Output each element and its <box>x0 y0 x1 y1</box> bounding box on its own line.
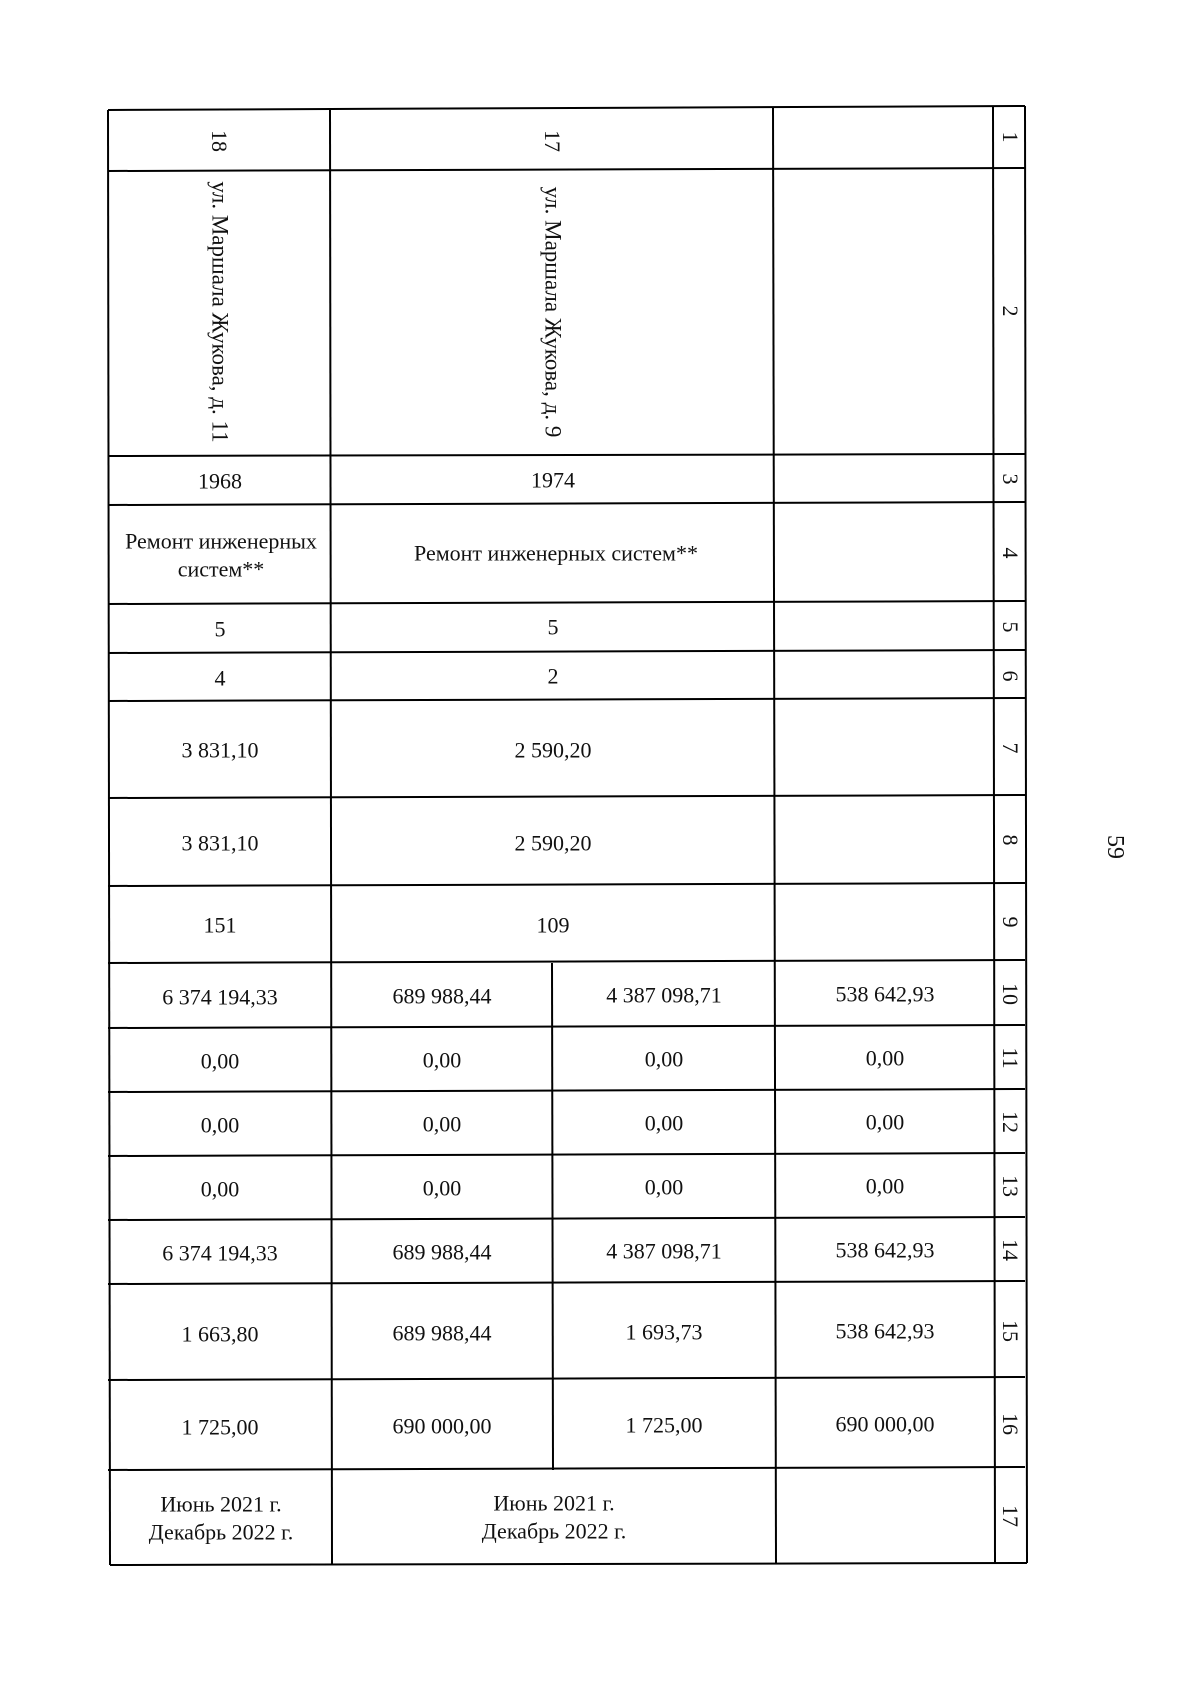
col-number-12: 12 <box>997 1111 1023 1133</box>
record-b-work-type: Ремонт инженерных систем** <box>414 540 698 566</box>
record-a-area-total: 3 831,10 <box>181 737 259 763</box>
record-b-right-value-14: 4 387 098,71 <box>606 1238 722 1264</box>
col-number-16: 16 <box>997 1413 1023 1435</box>
record-a-value-12: 0,00 <box>200 1112 240 1138</box>
record-a-cost-total: 6 374 194,33 <box>162 984 278 1010</box>
record-b-area-living: 2 590,20 <box>514 830 592 856</box>
record-b-year: 1974 <box>531 467 575 493</box>
record-b-right-value-11: 0,00 <box>644 1046 684 1072</box>
record-b-left-value-10: 689 988,44 <box>392 983 492 1009</box>
col-number-11: 11 <box>997 1047 1023 1069</box>
record-b-left-value-12: 0,00 <box>422 1111 462 1137</box>
record-c-value-12: 0,00 <box>865 1109 905 1135</box>
record-b-left-value-11: 0,00 <box>422 1047 462 1073</box>
record-b-right-value-10: 4 387 098,71 <box>606 982 722 1008</box>
record-b-right-value-16: 1 725,00 <box>625 1412 703 1438</box>
record-b-right-value-13: 0,00 <box>644 1174 684 1200</box>
record-c-value-11: 0,00 <box>865 1045 905 1071</box>
record-c-value-10: 538 642,93 <box>835 981 935 1007</box>
record-a-value-15: 1 663,80 <box>181 1321 259 1347</box>
record-a-value-16: 1 725,00 <box>181 1414 259 1440</box>
col-number-4: 4 <box>997 547 1023 559</box>
record-b-right-value-15: 1 693,73 <box>625 1319 703 1345</box>
record-b-left-value-14: 689 988,44 <box>392 1239 492 1265</box>
record-a-address: ул. Маршала Жукова, д. 11 <box>207 181 233 443</box>
record-a-year: 1968 <box>198 468 242 494</box>
col-number-15: 15 <box>997 1320 1023 1342</box>
col-number-1: 1 <box>997 131 1023 143</box>
record-b-entrances: 2 <box>547 663 559 689</box>
col-number-17: 17 <box>997 1505 1023 1527</box>
record-b-left-value-15: 689 988,44 <box>392 1320 492 1346</box>
record-b-number: 17 <box>539 130 565 152</box>
record-b-period: Июнь 2021 г. Декабрь 2022 г. <box>481 1490 627 1543</box>
record-a-number: 18 <box>206 130 232 152</box>
col-number-3: 3 <box>997 473 1023 485</box>
record-a-work-type: Ремонт инженерных систем** <box>125 528 317 581</box>
col-number-9: 9 <box>997 916 1023 928</box>
col-number-2: 2 <box>997 305 1023 317</box>
page-number: 59 <box>1102 835 1128 859</box>
record-b-residents: 109 <box>536 912 570 938</box>
record-a-entrances: 4 <box>214 665 226 691</box>
record-c-value-16: 690 000,00 <box>835 1411 935 1437</box>
record-c-value-14: 538 642,93 <box>835 1237 935 1263</box>
record-a-value-14: 6 374 194,33 <box>162 1240 278 1266</box>
col-number-8: 8 <box>997 834 1023 846</box>
record-a-value-13: 0,00 <box>200 1176 240 1202</box>
record-b-area-total: 2 590,20 <box>514 737 592 763</box>
record-c-value-13: 0,00 <box>865 1173 905 1199</box>
col-number-14: 14 <box>997 1239 1023 1261</box>
col-number-5: 5 <box>997 621 1023 633</box>
record-b-floors: 5 <box>547 614 559 640</box>
record-a-floors: 5 <box>214 616 226 642</box>
record-a-value-11: 0,00 <box>200 1048 240 1074</box>
record-a-residents: 151 <box>203 912 237 938</box>
col-number-6: 6 <box>997 670 1023 682</box>
col-number-13: 13 <box>997 1175 1023 1197</box>
col-number-10: 10 <box>997 983 1023 1005</box>
record-a-area-living: 3 831,10 <box>181 830 259 856</box>
col-number-7: 7 <box>997 742 1023 754</box>
record-c-value-15: 538 642,93 <box>835 1318 935 1344</box>
record-b-right-value-12: 0,00 <box>644 1110 684 1136</box>
record-b-left-value-13: 0,00 <box>422 1175 462 1201</box>
record-b-left-value-16: 690 000,00 <box>392 1413 492 1439</box>
record-a-period: Июнь 2021 г. Декабрь 2022 г. <box>148 1491 294 1544</box>
record-b-address: ул. Маршала Жукова, д. 9 <box>540 186 566 438</box>
